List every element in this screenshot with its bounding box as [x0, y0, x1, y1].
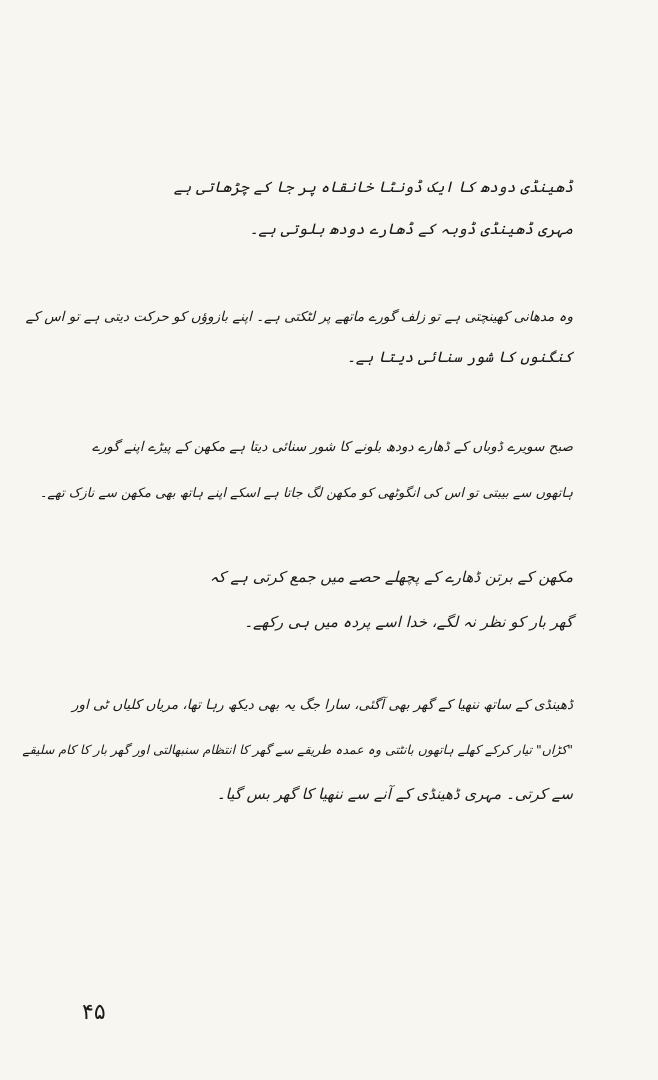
- paragraph-3-line-2: ہاتھوں سے بیبتی تو اس کی انگوٹھی کو مکھن لگ جاتا ہے اسکے اپنے ہاتھ بھی مکھن سے نازک تھے۔: [39, 486, 573, 501]
- page-number: ۴۵: [82, 1000, 106, 1025]
- paragraph-5-line-2: "کڑاں" تیار کرکے کھلے ہاتھوں بانٹتی وہ عمدہ طریقے سے گھر کا انتظام سنبھالتی اور گھر بار کا کام سلیقے: [22, 742, 573, 757]
- paragraph-3-line-1: صبح سویرے ڈوباں کے ڈھارے دودھ بلونے کا شور سنائی دیتا ہے مکھن کے پیڑے اپنے گورے: [91, 439, 573, 455]
- paragraph-1-line-2: مہری ڈھینڈی ڈوبہ کے ڈھارے دودھ بلوتی ہے۔: [249, 220, 573, 238]
- paragraph-4-line-1: مکھن کے برتن ڈھارے کے پچھلے حصے میں جمع کرتی ہے کہ: [209, 568, 573, 586]
- paragraph-2-line-2: کنگنوں کا شور سنائی دیتا ہے۔: [347, 348, 573, 366]
- paragraph-5-line-1: ڈھینڈی کے ساتھ ننھیا کے گھر بھی آگئی، سارا جگ یہ بھی دیکھ رہا تھا، مریاں کلیاں ٹی اور: [71, 697, 573, 713]
- paragraph-2-line-1: وہ مدھانی کھینچتی ہے تو زلف گورے ماتھے پر لٹکتی ہے۔ اپنے بازوؤں کو حرکت دیتی ہے تو اس کے: [25, 309, 573, 325]
- paragraph-5-line-3: سے کرتی۔ مہری ڈھینڈی کے آنے سے ننھیا کا گھر بس گیا۔: [216, 785, 573, 803]
- paragraph-4-line-2: گھر بار کو نظر نہ لگے، خدا اسے پردہ میں ہی رکھے۔: [244, 613, 573, 631]
- paragraph-1-line-1: ڈھینڈی دودھ کا ایک ڈونٹا خانقاہ پر جا کے چڑھاتی ہے: [173, 178, 573, 196]
